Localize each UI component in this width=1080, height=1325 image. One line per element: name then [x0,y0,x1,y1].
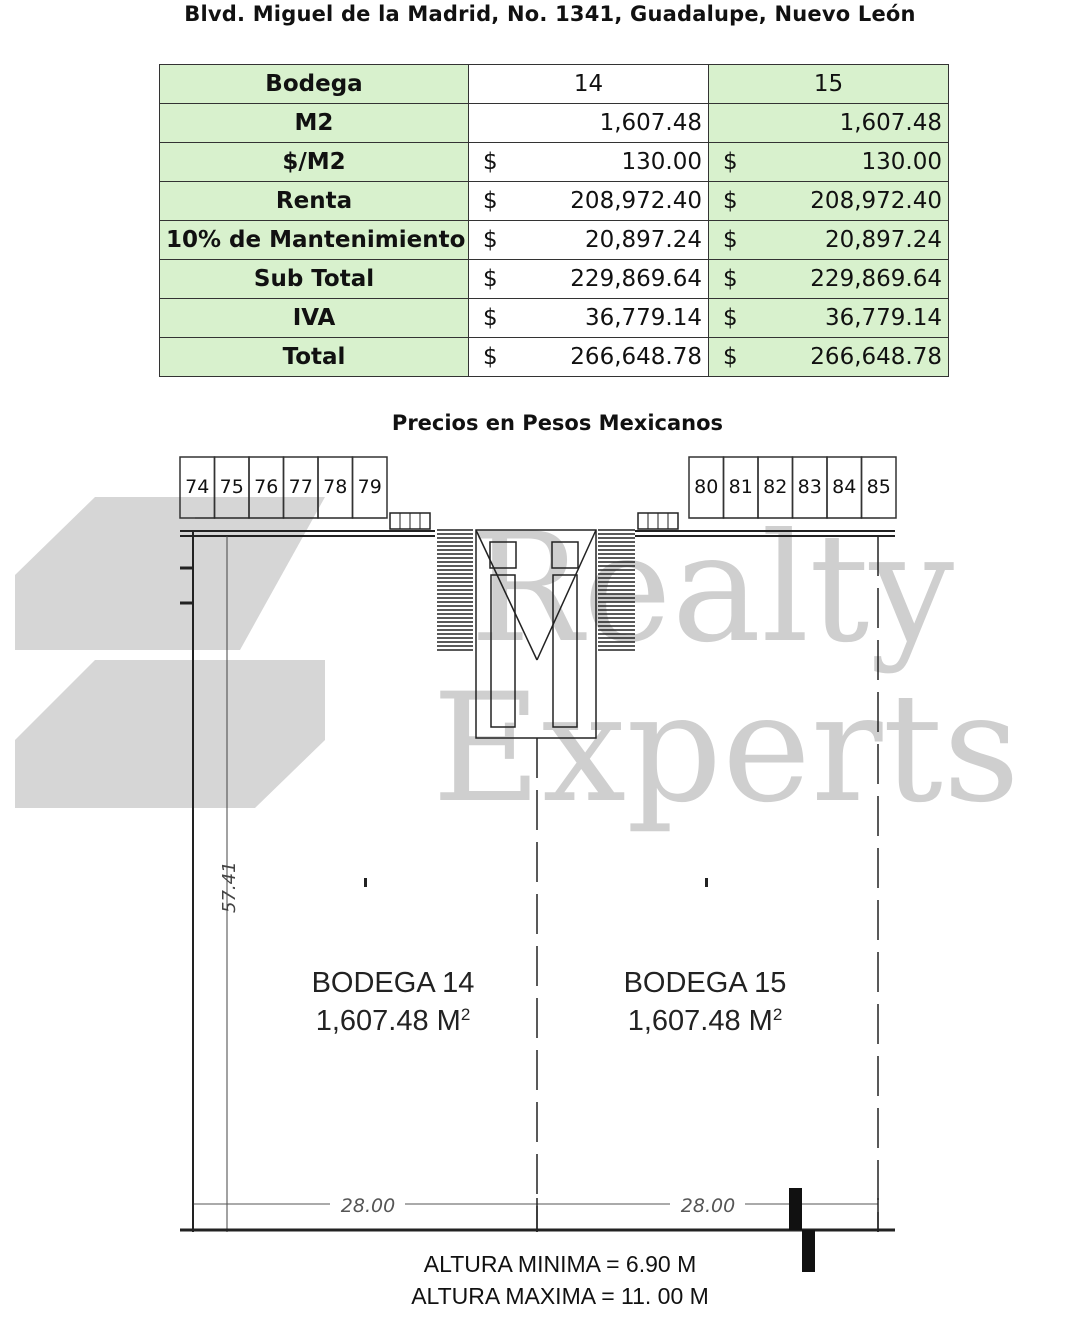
cell-value [709,104,949,143]
table-row [160,338,949,377]
amount: 20,897.24 [824,227,942,253]
bodega-14-area: 1,607.48 $M^2$ [315,1005,471,1037]
parking-spot-number: 79 [357,476,382,498]
dimension-width-right-label: 28.00 [680,1195,736,1217]
cell-value [709,221,949,260]
cell-value [469,299,709,338]
amount: 20,897.24 [584,227,702,253]
parking-spot-number: 74 [185,476,210,498]
column-15: 15 [709,65,949,104]
cell-value [469,221,709,260]
dimension-height-label: 57.41 [219,861,240,913]
currency-symbol: $ [483,305,498,331]
row-label: M2 [160,104,469,143]
price-table-body [160,65,949,377]
currency-symbol: $ [483,344,498,370]
cell-value [469,104,709,143]
currency-symbol: $ [723,227,738,253]
currency-symbol: $ [483,266,498,292]
header-label: Bodega [160,65,469,104]
parking-spot-number: 85 [866,476,891,498]
bottom-wall [180,1198,895,1232]
amount: 36,779.14 [584,305,702,331]
currency-symbol: $ [723,344,738,370]
cell-value [709,299,949,338]
section-marker [789,1188,815,1272]
row-label: Total [160,338,469,377]
bodega-15-area: 1,607.48 $M^2$ [627,1005,783,1037]
bodega-14-label [228,964,558,1040]
amount: 1,607.48 [839,110,942,136]
currency-symbol: $ [723,188,738,214]
currency-symbol: $ [483,149,498,175]
parking-spot-number: 75 [219,476,244,498]
parking-spot-number: 80 [694,476,719,498]
currency-symbol: $ [723,305,738,331]
table-row [160,143,949,182]
currency-symbol: $ [723,266,738,292]
floor-plan [0,440,1080,1325]
amount: 208,972.40 [570,188,702,214]
bodega-15-name: BODEGA 15 [623,967,787,999]
row-label: IVA [160,299,469,338]
cell-value [469,260,709,299]
parking-spot-number: 81 [728,476,753,498]
column-14: 14 [469,65,709,104]
cell-value [709,143,949,182]
amount: 266,648.78 [810,344,942,370]
cell-value [469,143,709,182]
watermark-text-realty: Realty [470,502,955,676]
row-label: 10% de Mantenimiento [160,221,469,260]
bodega-14-name: BODEGA 14 [311,967,475,999]
cell-value [709,338,949,377]
table-row [160,221,949,260]
cell-value [469,182,709,221]
amount: 229,869.64 [570,266,702,292]
cell-value [709,182,949,221]
currency-symbol: $ [483,227,498,253]
parking-spot-number: 83 [797,476,822,498]
amount: 229,869.64 [810,266,942,292]
table-row [160,182,949,221]
row-label: $/M2 [160,143,469,182]
address-title: Blvd. Miguel de la Madrid, No. 1341, Guadalupe, Nuevo León [184,2,916,26]
amount: 208,972.40 [810,188,942,214]
parking-spot-number: 78 [323,476,348,498]
row-label: Renta [160,182,469,221]
parking-spot-number: 82 [763,476,788,498]
parking-spot-number: 76 [254,476,279,498]
amount: 266,648.78 [570,344,702,370]
parking-spot-number: 77 [288,476,313,498]
table-row [160,299,949,338]
bodega-15-label [540,964,870,1040]
currency-symbol: $ [483,188,498,214]
cell-value [469,338,709,377]
table-row [160,104,949,143]
altura-minima: ALTURA MINIMA = 6.90 M [423,1251,697,1277]
amount: 130.00 [621,149,702,175]
row-label: Sub Total [160,260,469,299]
watermark-text-experts: Experts [432,662,1020,836]
cell-value [709,260,949,299]
structural-columns [364,878,708,887]
watermark-logo [15,497,325,808]
price-table [159,64,949,377]
currency-caption: Precios en Pesos Mexicanos [391,411,724,435]
altura-maxima: ALTURA MAXIMA = 11. 00 M [411,1283,709,1309]
dimension-width-left-label: 28.00 [340,1195,396,1217]
amount: 36,779.14 [824,305,942,331]
table-row [160,260,949,299]
amount: 1,607.48 [599,110,702,136]
amount: 130.00 [861,149,942,175]
currency-symbol: $ [723,149,738,175]
table-header-row [160,65,949,104]
parking-spot-number: 84 [832,476,857,498]
